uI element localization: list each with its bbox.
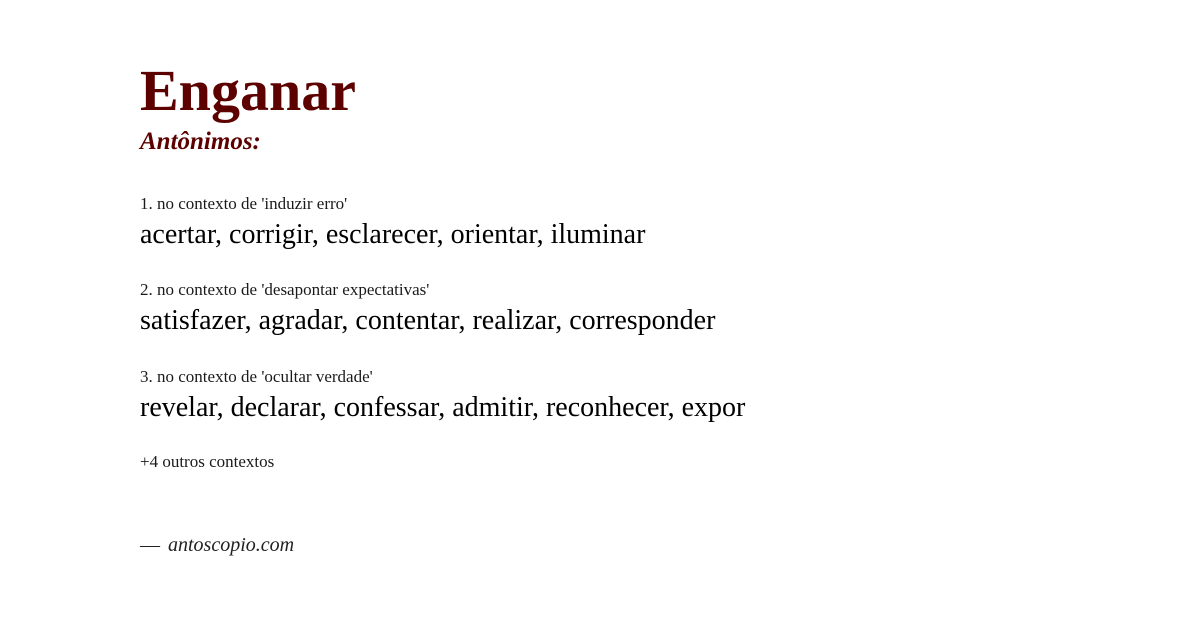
page-title: Enganar bbox=[140, 58, 356, 123]
sense-words: acertar, corrigir, esclarecer, orientar, iluminar bbox=[140, 218, 646, 250]
sense-context: 1. no contexto de 'induzir erro' bbox=[140, 193, 348, 213]
list-item bbox=[140, 193, 1200, 253]
list-item bbox=[140, 279, 1200, 339]
section-label: Antônimos: bbox=[140, 127, 261, 155]
sense-words: satisfazer, agradar, contentar, realizar, corresponder bbox=[140, 305, 716, 337]
source-attribution bbox=[140, 534, 294, 557]
more-contexts-label: +4 outros contextos bbox=[140, 452, 275, 472]
list-item bbox=[140, 366, 1200, 426]
em-dash-icon: — bbox=[140, 534, 160, 556]
sense-context: 3. no contexto de 'ocultar verdade' bbox=[140, 366, 373, 386]
sense-words: revelar, declarar, confessar, admitir, reconhecer, expor bbox=[140, 391, 746, 423]
source-name: antoscopio.com bbox=[168, 534, 295, 556]
sense-context: 2. no contexto de 'desapontar expectativas' bbox=[140, 280, 430, 300]
sense-list bbox=[140, 193, 1200, 426]
